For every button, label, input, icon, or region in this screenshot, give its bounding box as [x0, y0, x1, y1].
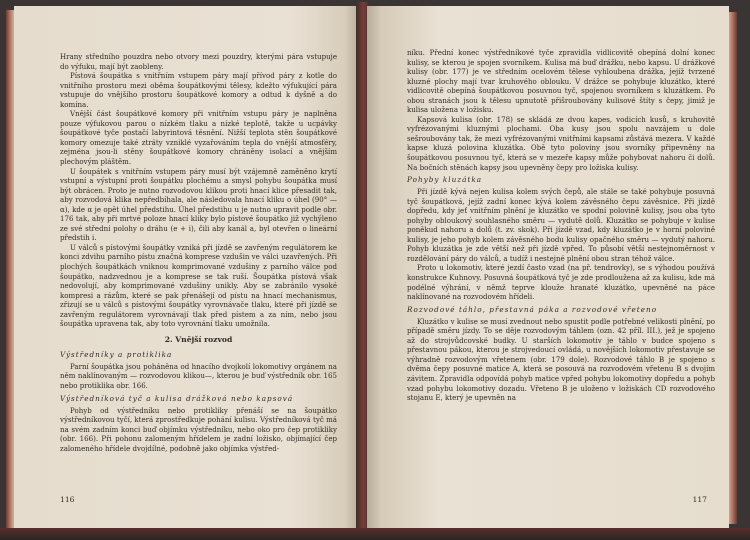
page-number-left: 116 — [60, 495, 75, 504]
left-paragraph-7: Pohyb od výstředníku nebo protikliky přenáší se na šoupátko výstředníkovou tyčí, která zprostředkuje pohání kulisu. Výstředníková tyč má na svém zadním konci buď objímku výstředníku, nebo oko pro čep protikliky (obr. 166). Při pohonu zalomeným hřídelem je zadní ložisko, objímající čep zalomeného hřídele dvojdílné, podobně jako objímka výstřed- — [60, 405, 337, 453]
left-paragraph-5: U válců s pístovými šoupátky vzniká při jízdě se zavřeným regulátorem ke konci zdvihu parního pístu značná komprese vzdušin ve válci uzavřených. Při plochých šoupátkách vniknou komprimované vzdušiny z parního válce pod šoupátko, nadzvednou je a komprese se tak ruší. Šoupátka pístová však nedovolují, aby komprimované vzdušiny unikly. Aby se zabránilo vysoké kompresi a rázům, které se pak přenášejí od pístu na hnací mechanismus, zřizují se u válců s pístovými šoupátky vyrovnávače tlaku, které při jízdě se zavřeným regulátorem vyrovnávají tlak před pístem a za ním, nebo jsou šoupátka upravena tak, aby toto vyrovnání tlaku umožnila. — [60, 242, 337, 329]
left-page-text — [60, 52, 337, 453]
left-paragraph-2: Pístová šoupátka s vnitřním vstupem páry mají přívod páry z kotle do vnitřního prostoru mezi oběma šoupátkovými tělesy, kdežto výfukující pára vstupuje do vnějšího prostoru šoupátkové komory a odtud k dyšně a do komína. — [60, 71, 337, 109]
page-number-right: 117 — [692, 495, 707, 504]
heading-rozvodove-tahlo: Rozvodové táhlo, přestavná páka a rozvodové vřeteno — [407, 304, 658, 314]
right-paragraph-2: Kapsová kulisa (obr. 178) se skládá ze dvou kapes, vodicích kusů, s kruhovitě vyfrézovanými kluznými plochami. Oba kusy jsou spolu navzájem u dole sešroubovány tak, že mezi vyfrézovanými vnitřními kapsami zůstává mezera. V každé kapse kluzá polovina kluzátka. Obě tyto poloviny jsou svorníky připevněny na šoupátkovou posuvnou tyč, která se v mezeře kapsy může pohybovat nahoru či dolů. Na bočních stěnách kapsy jsou upevněny čepy pro ložiska kulisy. — [407, 114, 715, 172]
right-paragraph-5: Kluzátko v kulise se musí zvednout nebo spustit podle potřebné velikosti plnění, po případě směru jízdy. To se děje rozvodovým táhlem (ozn. 42 příl. III.), jež je spojeno až do strojvůdcovské budky. U starších lokomotiv je táhlo v budce spojeno s přestavnou pákou, kterou je strojvedoucí ovládá, u novějších lokomotiv přestavuje se výhradně rozvodovým vřetenem (obr. 179 dole). Rozvodové táhlo B je spojeno s dvěma čepy posuvné matice A, která se posouvá na rozvodovém vřetenu B s dvojím závitem. Zpravidla odpovídá pohyb matice vpřed pohybu lokomotivy dopředu a pohyb vzad pohybu lokomotivy dozadu. Vřeteno B je uloženo v ložiskách CD rozvodového stojanu E, který je upevněn na — [407, 316, 715, 403]
right-paragraph-4: Proto u lokomotiv, které jezdí často vzad (na př. tendrovky), se s výhodou používá konstrukce Kuhnovy. Posuvná šoupátková tyč je zde prodloužena až za kulisu, kde má podélné výhrání, v němž teprve klouže hranaté kluzátko, upevněné na páce naklínované na rozvodovém hřídeli. — [407, 263, 715, 302]
book-edge-right — [729, 12, 737, 524]
heading-vystredniky: Výstředníky a protiklika — [60, 349, 173, 359]
right-page-text — [407, 48, 715, 403]
left-paragraph-6: Parní šoupátka jsou poháněna od hnacího dvojkolí lokomotivy orgánem na něm naklínovaným — rozvodovou klikou—, kterou je buď výstředník obr. 165 nebo protiklika obr. 166. — [60, 361, 337, 390]
left-paragraph-3: Vnější část šoupátkové komory při vnitřním vstupu páry je naplněna pouze výfukovou parou o nízkém tlaku a nízké teplotě, takže u ucpávky šoupátkové tyče postačí labyrintová těsnění. Nižší teplota stěn šoupátkové komory omezuje také ztráty vzniklé vyzařováním tepla do vnější atmosféry, zejména jsou-li stěny šoupátkové komory chráněny isolací a vnějším plechovým pláštěm. — [60, 109, 337, 167]
book-bottom-edge — [0, 528, 750, 540]
left-paragraph-1: Hrany středního pouzdra nebo otvory mezi pouzdry, kterými pára vstupuje do výfuku, mají být zaobleny. — [60, 52, 337, 71]
right-paragraph-1: níku. Přední konec výstředníkové tyče zpravidla vidlicovitě obepíná dolní konec kulisy, se kterou je spojen svorníkem. Kulisa má buď drážku, nebo kapsu. U drážkové kulisy (obr. 177) je ve středním ocelovém tělese vyhloubena drážka, jejíž tvrzené kluzné plochy mají tvar kruhového oblouku. V drážce se pohybuje kluzátko, které vidlicovitě obepíná šoupátkovou posuvnou tyč, spojenou svorníkem s kluzátkem. Po obou stranách jsou k tělesu upnutotě přišroubovány kulisové štíty s čepy, jimiž je kulisa uložena v ložisku. — [407, 48, 715, 115]
heading-pohyby-kluzatka: Pohyby kluzátka — [407, 175, 483, 185]
section-title: 2. Vnější rozvod — [164, 334, 233, 344]
right-page — [367, 6, 729, 528]
left-page — [14, 6, 359, 528]
left-paragraph-4: U šoupátek s vnitřním vstupem páry musí být vzájemně zaměněno krytí vstupní a výstupní proti šoupátku plochému a smysl pohybu šoupátka musí být obrácen. Proto je nutno rozvodovou klikou proti hnací klice přesadit tak, aby rozvodová klika nepředbíhala, ale následovala hnací kliku o úhel (90° — α), kde α je opět úhel předstihu. Úhel předstihu u je nutno upravit podle obr. 176 tak, aby při mrtvé poloze hnací kliky bylo pístové šoupátko již vychýleno ze své střední polohy o dráhu (e + i), čili aby kanál a, byl otevřen o lineární předstih i. — [60, 166, 337, 243]
right-paragraph-3: Při jízdě kývá nejen kulisa kolem svých čepů, ale stále se také pohybuje posuvná tyč šoupátková, jejíž zadní konec kývá kolem závěsného čepu závěsnice. Při jízdě dopředu, kdy jeť vnitřním plnění je kluzátko ve spodní polovině kulisy, jsou oba tyto pohyby obloukový souhlasného směru — vydutě dolů. Kluzátko se pohybuje v kulise poněkud nahoru a dolů (t. zv. skok). Při jízdě vzad, kdy kluzátko je v horní polovině kulisy, je jeho pohyb kolem závěsného bodu kulisy opačného směru — vydutý nahoru. Pohyb kluzátka je zde větší než při jízdě vpřed. To působí větší nestejnoměrnost v rozdělování páry do válců, a tudíž i nestejné plnění obou stran téhož válce. — [407, 187, 715, 263]
heading-vystrednikova-tyc: Výstředníková tyč a kulisa drážková nebo kapsová — [60, 393, 294, 403]
